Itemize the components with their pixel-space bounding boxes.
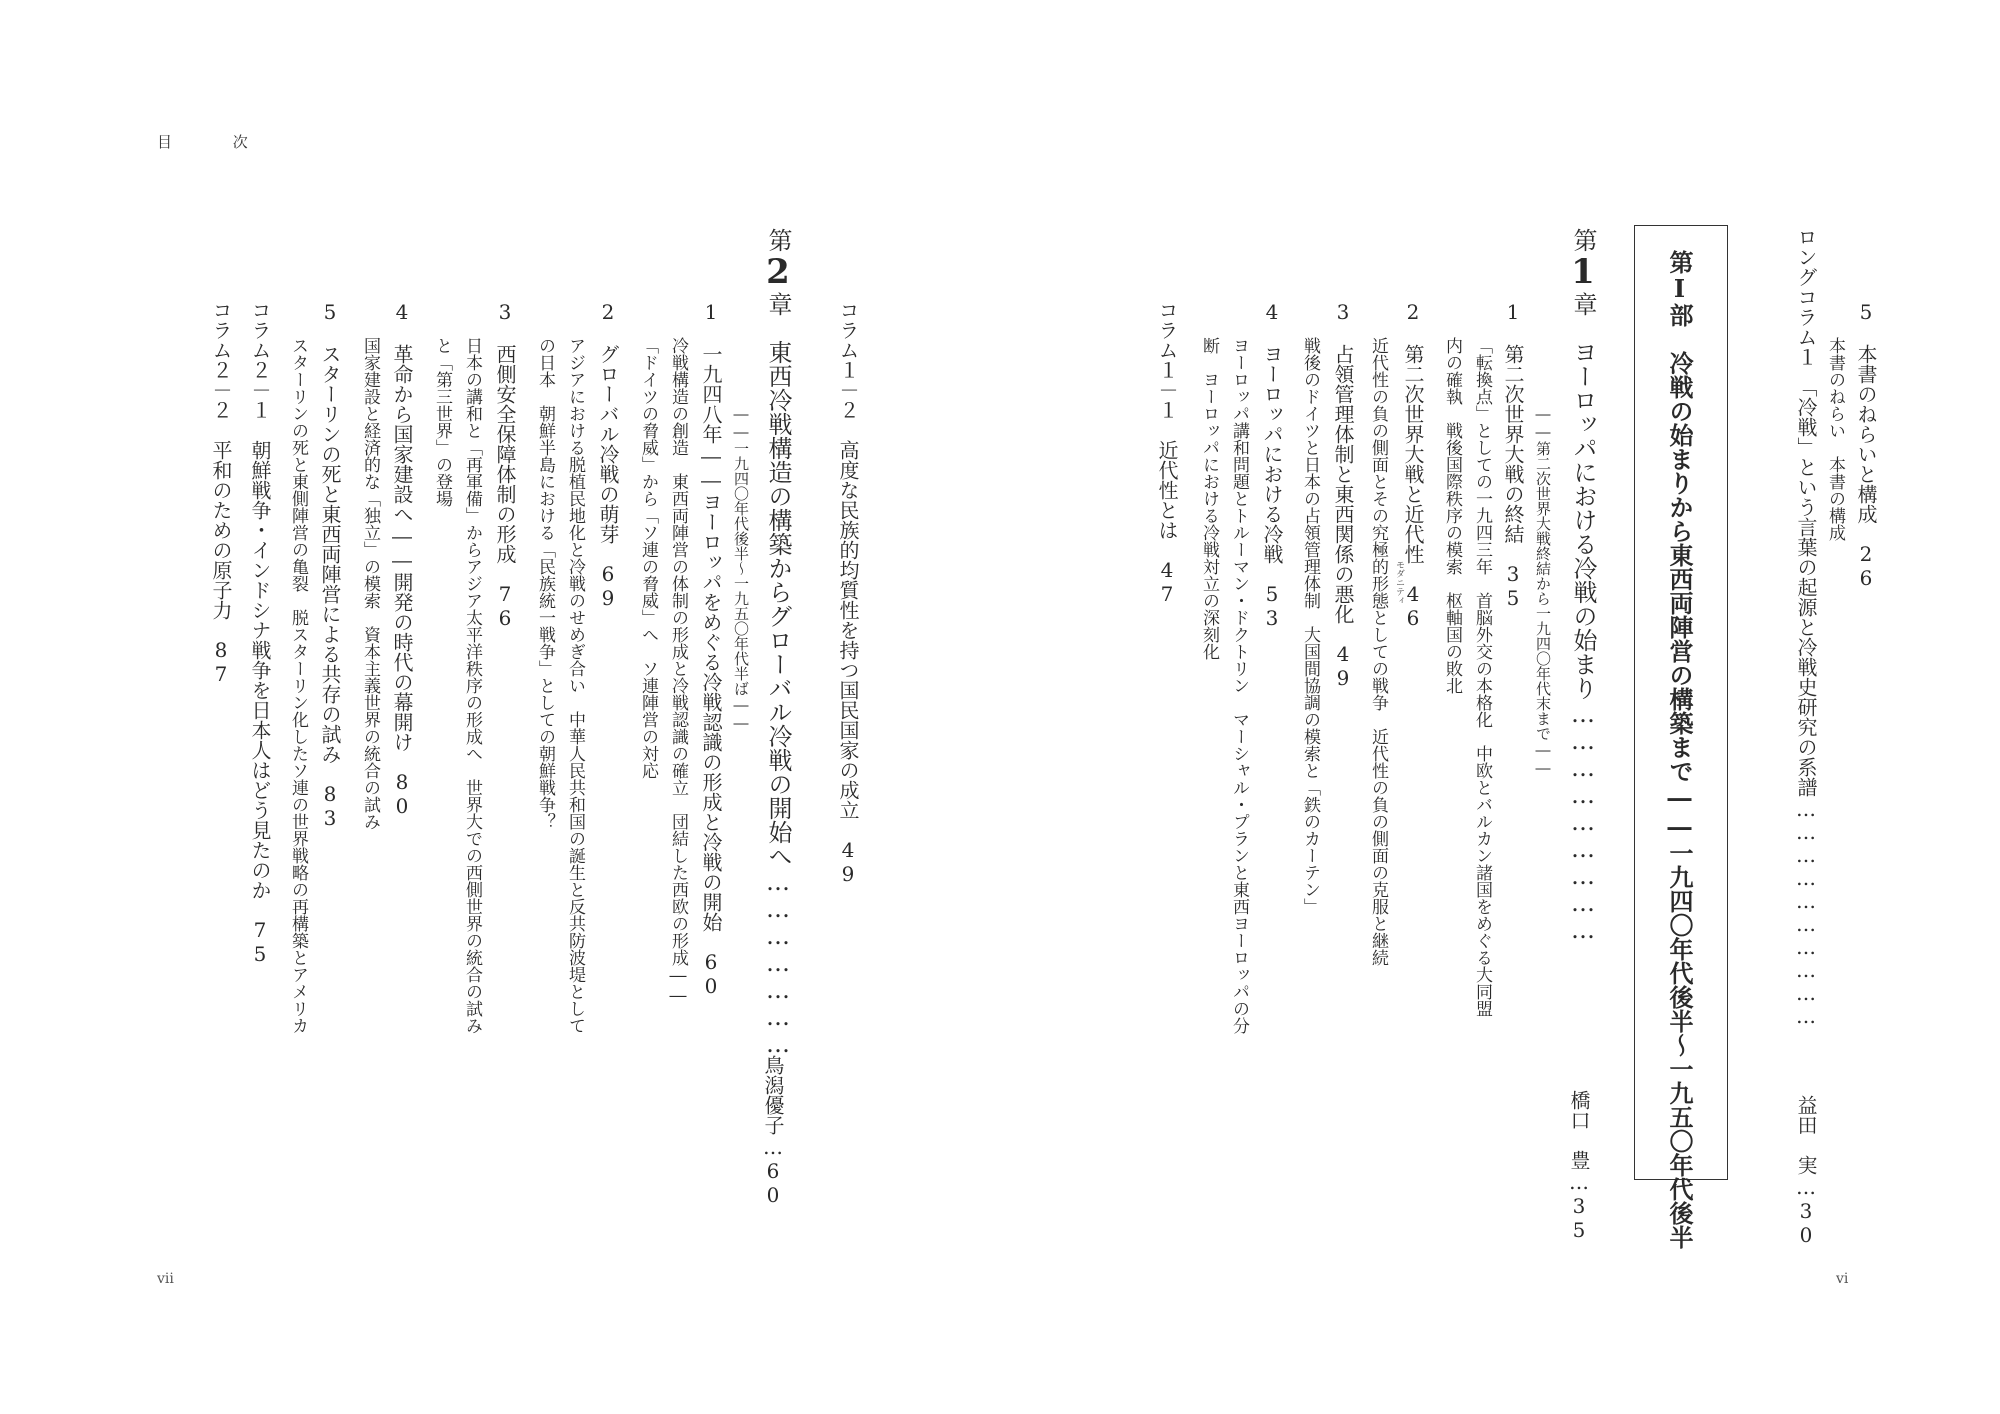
- page-number: 49: [1331, 642, 1355, 690]
- chapter-number: 1: [1563, 252, 1603, 292]
- page-number: 35: [1501, 562, 1525, 610]
- toc-subentries: 国家建設と経済的な「独立」の模索 資本主義世界の統合の試み: [360, 337, 380, 830]
- toc-subentries: 冷戦構造の創造 東西両陣営の体制の形成と冷戦認識の確立 団結した西欧の形成――: [668, 337, 688, 1006]
- folio-left: vii: [157, 1271, 174, 1287]
- section-title: 革命から国家建設へ――開発の時代の幕開け: [390, 344, 414, 752]
- chapter-title: ヨーロッパにおける冷戦の始まり: [1569, 340, 1597, 700]
- ruby-text: モダニティ: [1394, 560, 1404, 605]
- toc-entry-section[interactable]: [1503, 300, 1523, 610]
- section-title: 本書のねらいと構成: [1854, 344, 1878, 524]
- toc-author: 鳥潟優子…60: [761, 1055, 785, 1207]
- toc-entry-section[interactable]: [598, 300, 618, 610]
- page-header: 目 次: [157, 133, 276, 151]
- section-number: 5: [318, 300, 342, 324]
- page-number: 26: [1854, 542, 1878, 590]
- page-number: 87: [209, 638, 233, 686]
- folio-right: vi: [1836, 1271, 1849, 1287]
- toc-entry-column[interactable]: [211, 300, 231, 686]
- toc-entry-long-column[interactable]: ロングコラム１ 「冷戦」という言葉の起源と冷戦史研究の系譜…………………………: [1794, 227, 1818, 1027]
- page-number: 83: [318, 782, 342, 830]
- toc-entry-chapter-2[interactable]: 第2章 東西冷戦構造の構築からグローバル冷戦の開始へ…………………: [758, 228, 798, 1057]
- section-number: 1: [1501, 300, 1525, 324]
- section-title: 第二次世界大戦の終結: [1501, 344, 1525, 544]
- chapter-subtitle: ――一九四〇年代後半～一九五〇年代半ば――: [732, 405, 750, 732]
- toc-entry-section[interactable]: [1262, 300, 1282, 630]
- toc-entry-column[interactable]: [1157, 300, 1177, 606]
- section-number: 2: [596, 300, 620, 324]
- column-label: コラム１－１: [1155, 300, 1179, 420]
- section-number: 4: [390, 300, 414, 324]
- toc-entry-section[interactable]: [701, 300, 721, 998]
- column-title: 高度な民族的均質性を持つ国民国家の成立: [836, 440, 860, 820]
- page-number: 30: [1794, 1199, 1818, 1247]
- toc-subentries: 日本の講和と「再軍備」からアジア太平洋秩序の形成へ 世界大での西側世界の統合の試み: [462, 337, 482, 1034]
- column-label: コラム２－２: [209, 300, 233, 420]
- page-number: 35: [1567, 1194, 1591, 1242]
- page-number: 53: [1260, 582, 1284, 630]
- toc-subentries: 「ドイツの脅威」から「ソ連の脅威」へ ソ連陣営の対応: [638, 337, 658, 779]
- chapter-subtitle: ――第二次世界大戦終結から一九四〇年代末まで――: [1534, 405, 1552, 777]
- toc-author: 益田 実…30: [1794, 1095, 1818, 1247]
- toc-subentries: の日本 朝鮮半島における「民族統一戦争」としての朝鮮戦争？: [535, 337, 555, 830]
- toc-subentries: 本書のねらい 本書の構成: [1825, 337, 1845, 541]
- section-title: グローバル冷戦の萌芽: [596, 344, 620, 544]
- toc-entry-section[interactable]: [1403, 300, 1423, 630]
- section-title: 占領管理体制と東西関係の悪化: [1331, 344, 1355, 624]
- toc-entry-section[interactable]: [1333, 300, 1353, 690]
- toc-entry-column[interactable]: [838, 300, 858, 886]
- toc-author: 橋口 豊…35: [1567, 1090, 1591, 1242]
- toc-subentries: スターリンの死と東側陣営の亀裂 脱スターリン化したソ連の世界戦略の再構築とアメリカ: [288, 337, 308, 1034]
- section-number: 1: [699, 300, 723, 324]
- toc-subentries: 内の確執 戦後国際秩序の模索 枢軸国の敗北: [1442, 337, 1462, 694]
- section-title: 第二次世界大戦と近代性: [1401, 344, 1425, 564]
- section-number: 4: [1260, 300, 1284, 324]
- page-number: 60: [761, 1159, 785, 1207]
- toc-entry-chapter-1[interactable]: 第1章 ヨーロッパにおける冷戦の始まり………………………: [1563, 228, 1603, 943]
- column-title: 近代性とは: [1155, 440, 1179, 540]
- toc-subentries: 断 ヨーロッパにおける冷戦対立の深刻化: [1199, 337, 1219, 660]
- column-label: コラム１－２: [836, 300, 860, 420]
- toc-entry-column[interactable]: [250, 300, 270, 966]
- section-title: 一九四八年――ヨーロッパをめぐる冷戦認識の形成と冷戦の開始: [699, 344, 723, 932]
- part-label: 第Ⅰ部: [1665, 250, 1694, 327]
- section-title: スターリンの死と東西両陣営による共存の試み: [318, 344, 342, 764]
- column-title: 平和のための原子力: [209, 440, 233, 620]
- chapter-number: 2: [758, 252, 798, 292]
- toc-subentries: 「転換点」としての一九四三年 首脳外交の本格化 中欧とバルカン諸国をめぐる大同盟: [1472, 337, 1492, 1017]
- part-title: 冷戦の始まりから東西両陣営の構築まで――一九四〇年代後半～一九五〇年代後半: [1665, 351, 1694, 1249]
- chapter-title: 東西冷戦構造の構築からグローバル冷戦の開始へ: [764, 340, 792, 868]
- page-number: 69: [596, 562, 620, 610]
- toc-subentries: ヨーロッパ講和問題とトルーマン・ドクトリン マーシャル・プランと東西ヨーロッパの分: [1229, 337, 1249, 1034]
- section-number: 3: [493, 300, 517, 324]
- toc-subentries: と「第三世界」の登場: [432, 337, 452, 507]
- toc-entry-section[interactable]: [495, 300, 515, 630]
- part-heading: [1665, 250, 1694, 1249]
- section-title: 西側安全保障体制の形成: [493, 344, 517, 564]
- toc-subentries: アジアにおける脱植民地化と冷戦のせめぎ合い 中華人民共和国の誕生と反共防波堤として: [565, 337, 585, 1034]
- column-title: 「冷戦」という言葉の起源と冷戦史研究の系譜: [1794, 387, 1818, 797]
- page-number: 80: [390, 770, 414, 818]
- section-number: 5: [1854, 300, 1878, 324]
- toc-subentries: 近代性の負の側面とその究極的形態としての戦争 近代性の負の側面の克服と継続: [1368, 337, 1388, 966]
- toc-entry-section[interactable]: [392, 300, 412, 818]
- toc-subentries: 戦後のドイツと日本の占領管理体制 大国間協調の模索と「鉄のカーテン」: [1300, 337, 1320, 915]
- page-number: 46: [1401, 582, 1425, 630]
- section-number: 2: [1401, 300, 1425, 324]
- section-title: ヨーロッパにおける冷戦: [1260, 344, 1284, 564]
- toc-entry-s5[interactable]: [1856, 300, 1876, 590]
- column-label: コラム２－１: [248, 300, 272, 420]
- column-title: 朝鮮戦争・インドシナ戦争を日本人はどう見たのか: [248, 440, 272, 900]
- page-number: 75: [248, 918, 272, 966]
- toc-entry-section[interactable]: [320, 300, 340, 830]
- column-label: ロングコラム１: [1794, 227, 1818, 367]
- page-number: 47: [1155, 558, 1179, 606]
- page-number: 60: [699, 950, 723, 998]
- page-number: 49: [836, 838, 860, 886]
- page-number: 76: [493, 582, 517, 630]
- section-number: 3: [1331, 300, 1355, 324]
